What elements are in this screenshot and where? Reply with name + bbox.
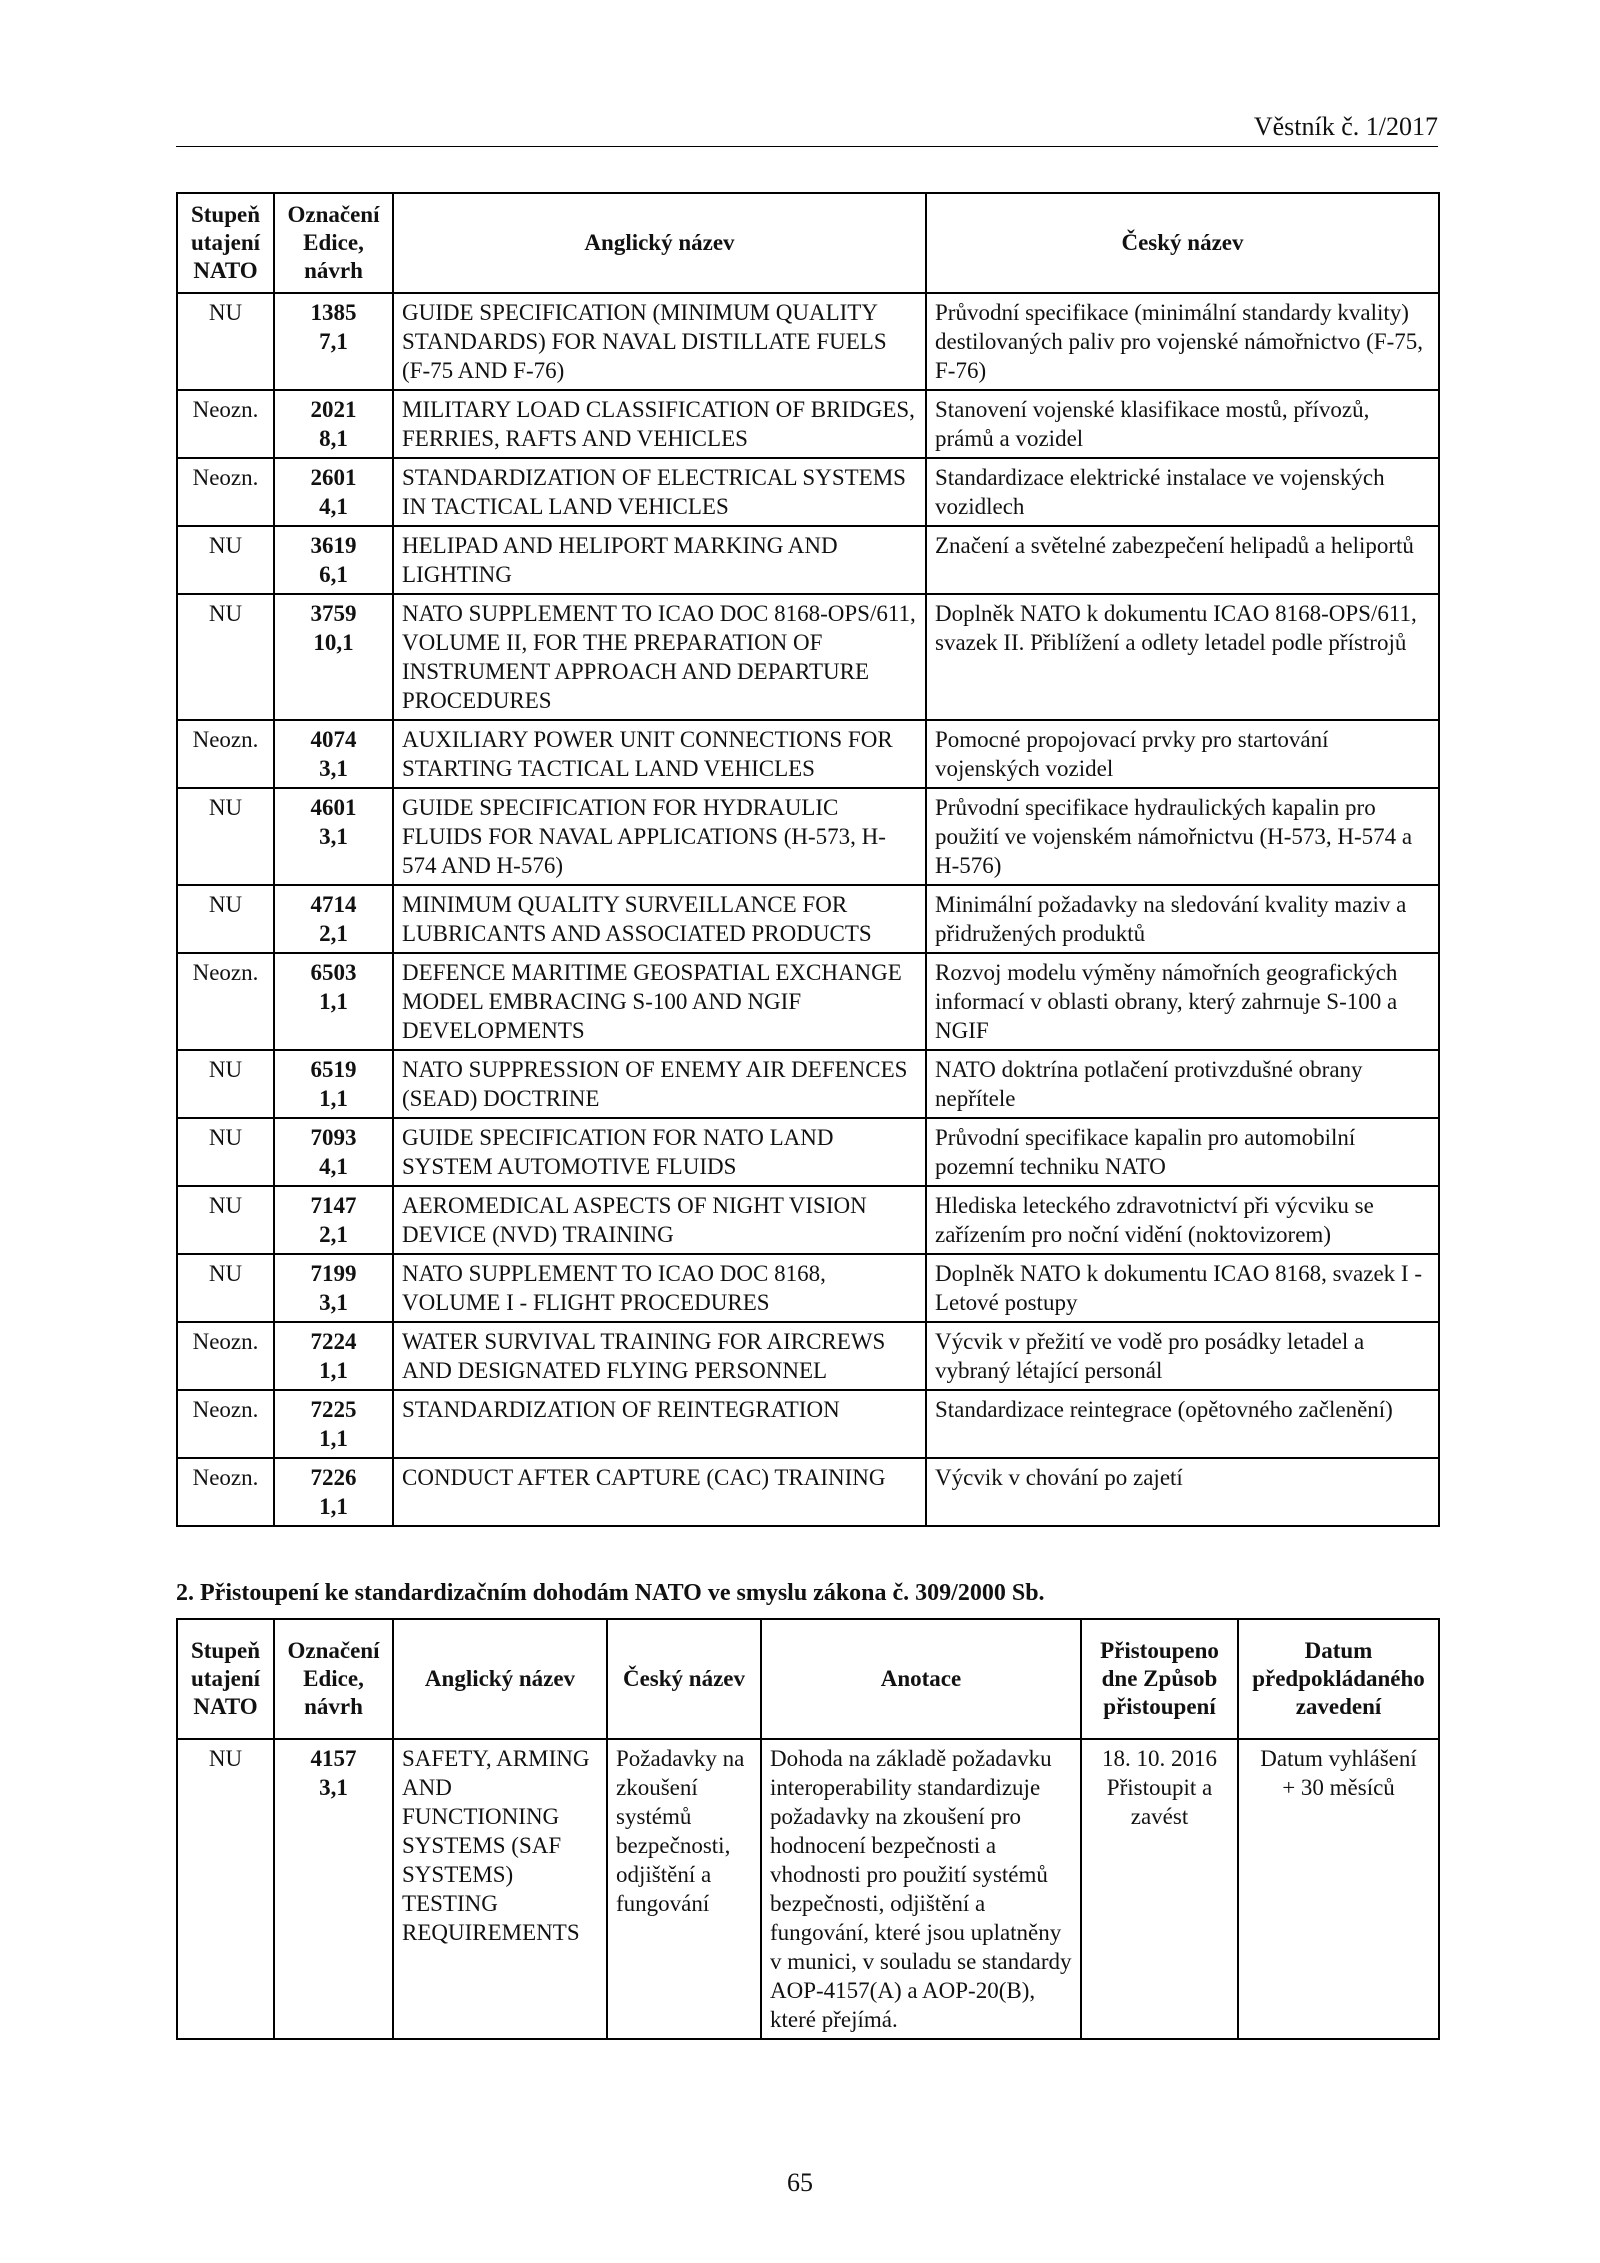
table-row: [177, 1118, 1439, 1186]
code-number: 4714: [310, 892, 357, 917]
cell-english-name: GUIDE SPECIFICATION FOR HYDRAULIC FLUIDS FOR NAVAL APPLICATIONS (H-573, H-574 AND H-576): [393, 788, 926, 885]
cell-level: Neozn.: [177, 390, 274, 458]
code-number: 6503: [310, 960, 357, 985]
cell-code: [274, 953, 393, 1050]
cell-code: [274, 1254, 393, 1322]
cell-level: Neozn.: [177, 458, 274, 526]
header-anglicky: Anglický název: [393, 1619, 607, 1739]
table-row: [177, 1458, 1439, 1526]
stanag-table: [176, 192, 1440, 1527]
cell-code: [274, 1118, 393, 1186]
table-row: [177, 458, 1439, 526]
code-number: 7147: [310, 1193, 357, 1218]
code-number: 4157: [310, 1746, 357, 1771]
cell-english-name: STANDARDIZATION OF REINTEGRATION: [393, 1390, 926, 1458]
table-row: [177, 594, 1439, 720]
edition-number: 4,1: [319, 494, 348, 519]
code-number: 2021: [310, 397, 357, 422]
cell-english-name: SAFETY, ARMING AND FUNCTIONING SYSTEMS (SAF SYSTEMS) TESTING REQUIREMENTS: [393, 1739, 607, 2039]
table-row: [177, 720, 1439, 788]
edition-number: 4,1: [319, 1154, 348, 1179]
planned-offset: + 30 měsíců: [1282, 1775, 1395, 1800]
cell-czech-name: NATO doktrína potlačení protivzdušné obrany nepřítele: [926, 1050, 1439, 1118]
code-number: 4074: [310, 727, 357, 752]
header-cesky: Český název: [607, 1619, 761, 1739]
edition-number: 3,1: [319, 756, 348, 781]
cell-english-name: NATO SUPPLEMENT TO ICAO DOC 8168-OPS/611, VOLUME II, FOR THE PREPARATION OF INSTRUMENT APPROACH AND DEPARTURE PROCEDURES: [393, 594, 926, 720]
cell-czech-name: Výcvik v chování po zajetí: [926, 1458, 1439, 1526]
cell-english-name: STANDARDIZATION OF ELECTRICAL SYSTEMS IN TACTICAL LAND VEHICLES: [393, 458, 926, 526]
header-stupen: Stupeň utajení NATO: [177, 193, 274, 293]
cell-code: [274, 293, 393, 390]
cell-level: NU: [177, 1739, 274, 2039]
cell-english-name: AUXILIARY POWER UNIT CONNECTIONS FOR STARTING TACTICAL LAND VEHICLES: [393, 720, 926, 788]
cell-english-name: GUIDE SPECIFICATION FOR NATO LAND SYSTEM AUTOMOTIVE FLUIDS: [393, 1118, 926, 1186]
header-anglicky: Anglický název: [393, 193, 926, 293]
cell-level: NU: [177, 1254, 274, 1322]
table-row: [177, 1050, 1439, 1118]
code-number: 2601: [310, 465, 357, 490]
code-number: 7226: [310, 1465, 357, 1490]
code-number: 6519: [310, 1057, 357, 1082]
cell-english-name: WATER SURVIVAL TRAINING FOR AIRCREWS AND DESIGNATED FLYING PERSONNEL: [393, 1322, 926, 1390]
accession-method: Přistoupit a zavést: [1106, 1775, 1213, 1829]
cell-english-name: CONDUCT AFTER CAPTURE (CAC) TRAINING: [393, 1458, 926, 1526]
cell-czech-name: Průvodní specifikace (minimální standardy kvality) destilovaných paliv pro vojenské námořnictvo (F-75, F-76): [926, 293, 1439, 390]
cell-czech-name: Doplněk NATO k dokumentu ICAO 8168, svazek I - Letové postupy: [926, 1254, 1439, 1322]
cell-code: [274, 458, 393, 526]
table-row: [177, 1739, 1439, 2039]
accession-table: [176, 1618, 1440, 2040]
section-2-title: 2. Přistoupení ke standardizačním dohodám NATO ve smyslu zákona č. 309/2000 Sb.: [176, 1580, 1045, 1606]
cell-english-name: GUIDE SPECIFICATION (MINIMUM QUALITY STANDARDS) FOR NAVAL DISTILLATE FUELS (F-75 AND F-76): [393, 293, 926, 390]
cell-english-name: AEROMEDICAL ASPECTS OF NIGHT VISION DEVICE (NVD) TRAINING: [393, 1186, 926, 1254]
code-number: 7225: [310, 1397, 357, 1422]
cell-code: [274, 390, 393, 458]
cell-english-name: HELIPAD AND HELIPORT MARKING AND LIGHTING: [393, 526, 926, 594]
edition-number: 2,1: [319, 1222, 348, 1247]
cell-level: Neozn.: [177, 720, 274, 788]
table-row: [177, 788, 1439, 885]
cell-level: NU: [177, 1118, 274, 1186]
table-header-row: [177, 1619, 1439, 1739]
cell-code: [274, 885, 393, 953]
table-row: [177, 1322, 1439, 1390]
header-datum: Datum předpokládaného zavedení: [1238, 1619, 1439, 1739]
cell-level: NU: [177, 885, 274, 953]
edition-number: 1,1: [319, 1086, 348, 1111]
cell-code: [274, 1186, 393, 1254]
header-oznaceni: Označení Edice, návrh: [274, 193, 393, 293]
header-divider: [176, 146, 1438, 147]
cell-code: [274, 1322, 393, 1390]
cell-czech-name: Stanovení vojenské klasifikace mostů, přívozů, prámů a vozidel: [926, 390, 1439, 458]
edition-number: 1,1: [319, 1426, 348, 1451]
cell-czech-name: Požadavky na zkoušení systémů bezpečnosti, odjištění a fungování: [607, 1739, 761, 2039]
cell-czech-name: Průvodní specifikace hydraulických kapalin pro použití ve vojenském námořnictvu (H-573, H-574 a H-576): [926, 788, 1439, 885]
journal-title: Věstník č. 1/2017: [1253, 112, 1438, 141]
code-number: 3759: [310, 601, 357, 626]
cell-level: Neozn.: [177, 1390, 274, 1458]
cell-level: NU: [177, 1186, 274, 1254]
edition-number: 3,1: [319, 824, 348, 849]
table-row: [177, 293, 1439, 390]
cell-english-name: NATO SUPPLEMENT TO ICAO DOC 8168, VOLUME I - FLIGHT PROCEDURES: [393, 1254, 926, 1322]
table-row: [177, 390, 1439, 458]
cell-code: [274, 1458, 393, 1526]
header-cesky: Český název: [926, 193, 1439, 293]
edition-number: 3,1: [319, 1290, 348, 1315]
cell-planned-date: [1238, 1739, 1439, 2039]
table-row: [177, 526, 1439, 594]
cell-czech-name: Minimální požadavky na sledování kvality maziv a přidružených produktů: [926, 885, 1439, 953]
accession-date: 18. 10. 2016: [1102, 1746, 1217, 1771]
cell-code: [274, 1739, 393, 2039]
cell-code: [274, 788, 393, 885]
table-row: [177, 953, 1439, 1050]
code-number: 4601: [310, 795, 357, 820]
table-header-row: [177, 193, 1439, 293]
cell-czech-name: Značení a světelné zabezpečení helipadů a heliportů: [926, 526, 1439, 594]
code-number: 1385: [310, 300, 357, 325]
edition-number: 2,1: [319, 921, 348, 946]
planned-date: Datum vyhlášení: [1260, 1746, 1417, 1771]
cell-czech-name: Standardizace elektrické instalace ve vojenských vozidlech: [926, 458, 1439, 526]
table-row: [177, 885, 1439, 953]
cell-level: NU: [177, 594, 274, 720]
edition-number: 8,1: [319, 426, 348, 451]
cell-english-name: NATO SUPPRESSION OF ENEMY AIR DEFENCES (SEAD) DOCTRINE: [393, 1050, 926, 1118]
cell-code: [274, 1050, 393, 1118]
cell-czech-name: Doplněk NATO k dokumentu ICAO 8168-OPS/611, svazek II. Přiblížení a odlety letadel podle přístrojů: [926, 594, 1439, 720]
edition-number: 10,1: [313, 630, 354, 655]
cell-level: NU: [177, 1050, 274, 1118]
cell-level: NU: [177, 526, 274, 594]
header-pristoupeno: Přistoupeno dne Způsob přistoupení: [1081, 1619, 1238, 1739]
header-anotace: Anotace: [761, 1619, 1081, 1739]
code-number: 3619: [310, 533, 357, 558]
cell-level: Neozn.: [177, 1322, 274, 1390]
edition-number: 1,1: [319, 989, 348, 1014]
cell-code: [274, 1390, 393, 1458]
edition-number: 6,1: [319, 562, 348, 587]
table-row: [177, 1254, 1439, 1322]
page-number: 65: [787, 2168, 813, 2197]
cell-english-name: MILITARY LOAD CLASSIFICATION OF BRIDGES, FERRIES, RAFTS AND VEHICLES: [393, 390, 926, 458]
cell-english-name: MINIMUM QUALITY SURVEILLANCE FOR LUBRICANTS AND ASSOCIATED PRODUCTS: [393, 885, 926, 953]
cell-czech-name: Standardizace reintegrace (opětovného začlenění): [926, 1390, 1439, 1458]
cell-english-name: DEFENCE MARITIME GEOSPATIAL EXCHANGE MODEL EMBRACING S-100 AND NGIF DEVELOPMENTS: [393, 953, 926, 1050]
header-oznaceni: Označení Edice, návrh: [274, 1619, 393, 1739]
edition-number: 3,1: [319, 1775, 348, 1800]
cell-czech-name: Průvodní specifikace kapalin pro automobilní pozemní techniku NATO: [926, 1118, 1439, 1186]
cell-accession: [1081, 1739, 1238, 2039]
cell-czech-name: Hlediska leteckého zdravotnictví při výcviku se zařízením pro noční vidění (noktovizorem): [926, 1186, 1439, 1254]
cell-level: NU: [177, 293, 274, 390]
cell-level: Neozn.: [177, 1458, 274, 1526]
code-number: 7224: [310, 1329, 357, 1354]
cell-level: NU: [177, 788, 274, 885]
stanag-table-body: [177, 293, 1439, 1526]
cell-code: [274, 594, 393, 720]
header-stupen: Stupeň utajení NATO: [177, 1619, 274, 1739]
table-row: [177, 1390, 1439, 1458]
edition-number: 1,1: [319, 1358, 348, 1383]
cell-annotation: Dohoda na základě požadavku interoperability standardizuje požadavky na zkoušení pro hodnocení bezpečnosti a vhodnosti pro použití systémů bezpečnosti, odjištění a fungování, které jsou uplatněny v munici, v souladu se standardy AOP-4157(A) a AOP-20(B), které přejímá.: [761, 1739, 1081, 2039]
cell-code: [274, 720, 393, 788]
table-row: [177, 1186, 1439, 1254]
cell-czech-name: Výcvik v přežití ve vodě pro posádky letadel a vybraný létající personál: [926, 1322, 1439, 1390]
code-number: 7093: [310, 1125, 357, 1150]
edition-number: 7,1: [319, 329, 348, 354]
edition-number: 1,1: [319, 1494, 348, 1519]
cell-level: Neozn.: [177, 953, 274, 1050]
cell-czech-name: Rozvoj modelu výměny námořních geografických informací v oblasti obrany, který zahrnuje S-100 a NGIF: [926, 953, 1439, 1050]
cell-czech-name: Pomocné propojovací prvky pro startování vojenských vozidel: [926, 720, 1439, 788]
code-number: 7199: [310, 1261, 357, 1286]
cell-code: [274, 526, 393, 594]
